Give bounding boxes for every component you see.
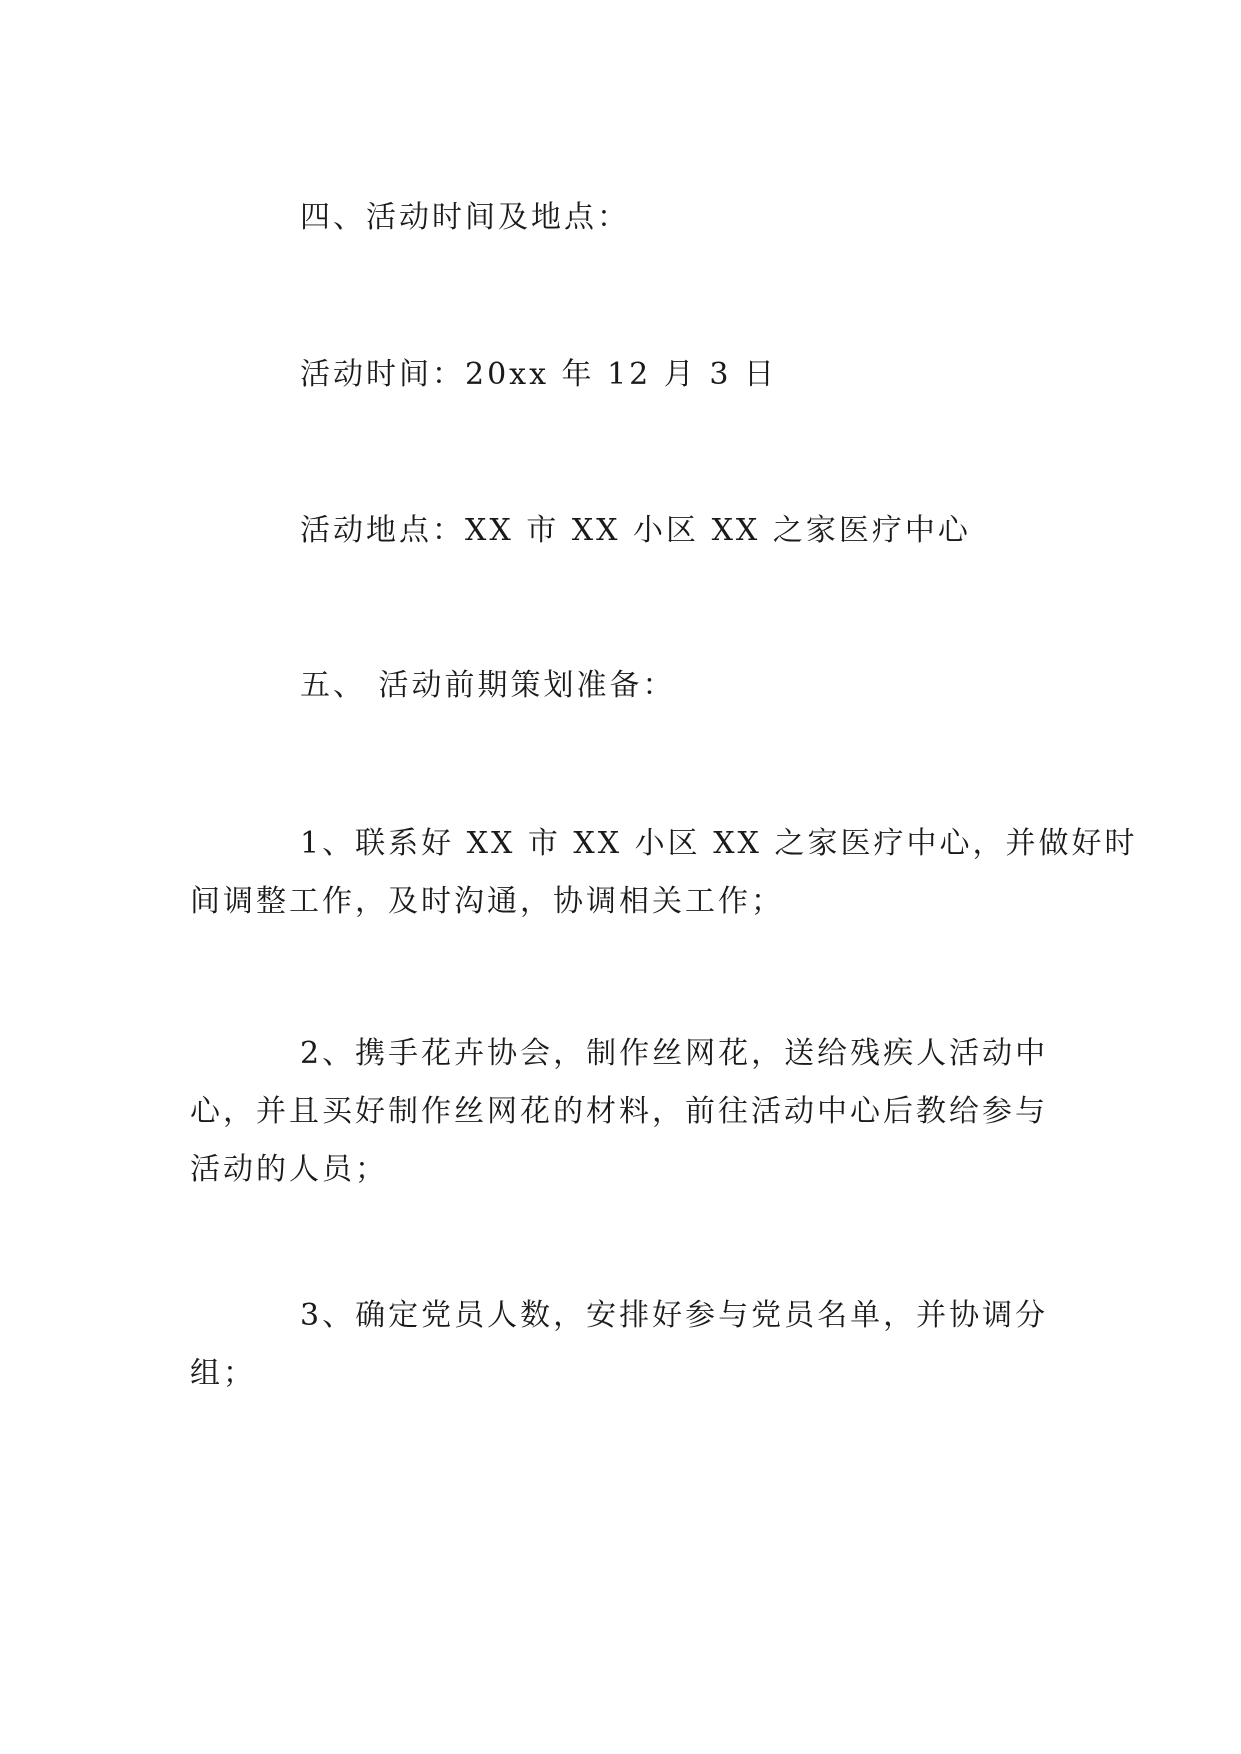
item2-line3: 活动的人员；	[190, 1152, 388, 1187]
item2-line1: 2、携手花卉协会，制作丝网花，送给残疾人活动中	[300, 1036, 1049, 1071]
item1-line2: 间调整工作，及时沟通，协调相关工作；	[190, 884, 784, 919]
heading-four-text: 四、活动时间及地点：	[300, 200, 630, 235]
list-item-2	[190, 1025, 1050, 1199]
heading-five-text: 五、 活动前期策划准备：	[300, 668, 676, 703]
list-item-1	[190, 815, 1138, 931]
list-item-3	[190, 1287, 1050, 1403]
activity-time-text: 活动时间：20xx 年 12 月 3 日	[300, 357, 777, 392]
item1-line1: 1、联系好 XX 市 XX 小区 XX 之家医疗中心，并做好时	[300, 826, 1138, 861]
section-heading-four	[190, 189, 1050, 247]
item2-line2: 心，并且买好制作丝网花的材料，前往活动中心后教给参与	[190, 1094, 1048, 1129]
activity-place	[190, 502, 1050, 560]
activity-time	[190, 346, 1050, 404]
item3-line1: 3、确定党员人数，安排好参与党员名单，并协调分	[300, 1298, 1049, 1333]
item3-line2: 组；	[190, 1356, 256, 1391]
activity-place-text: 活动地点：XX 市 XX 小区 XX 之家医疗中心	[300, 513, 971, 548]
section-heading-five	[190, 657, 1050, 715]
